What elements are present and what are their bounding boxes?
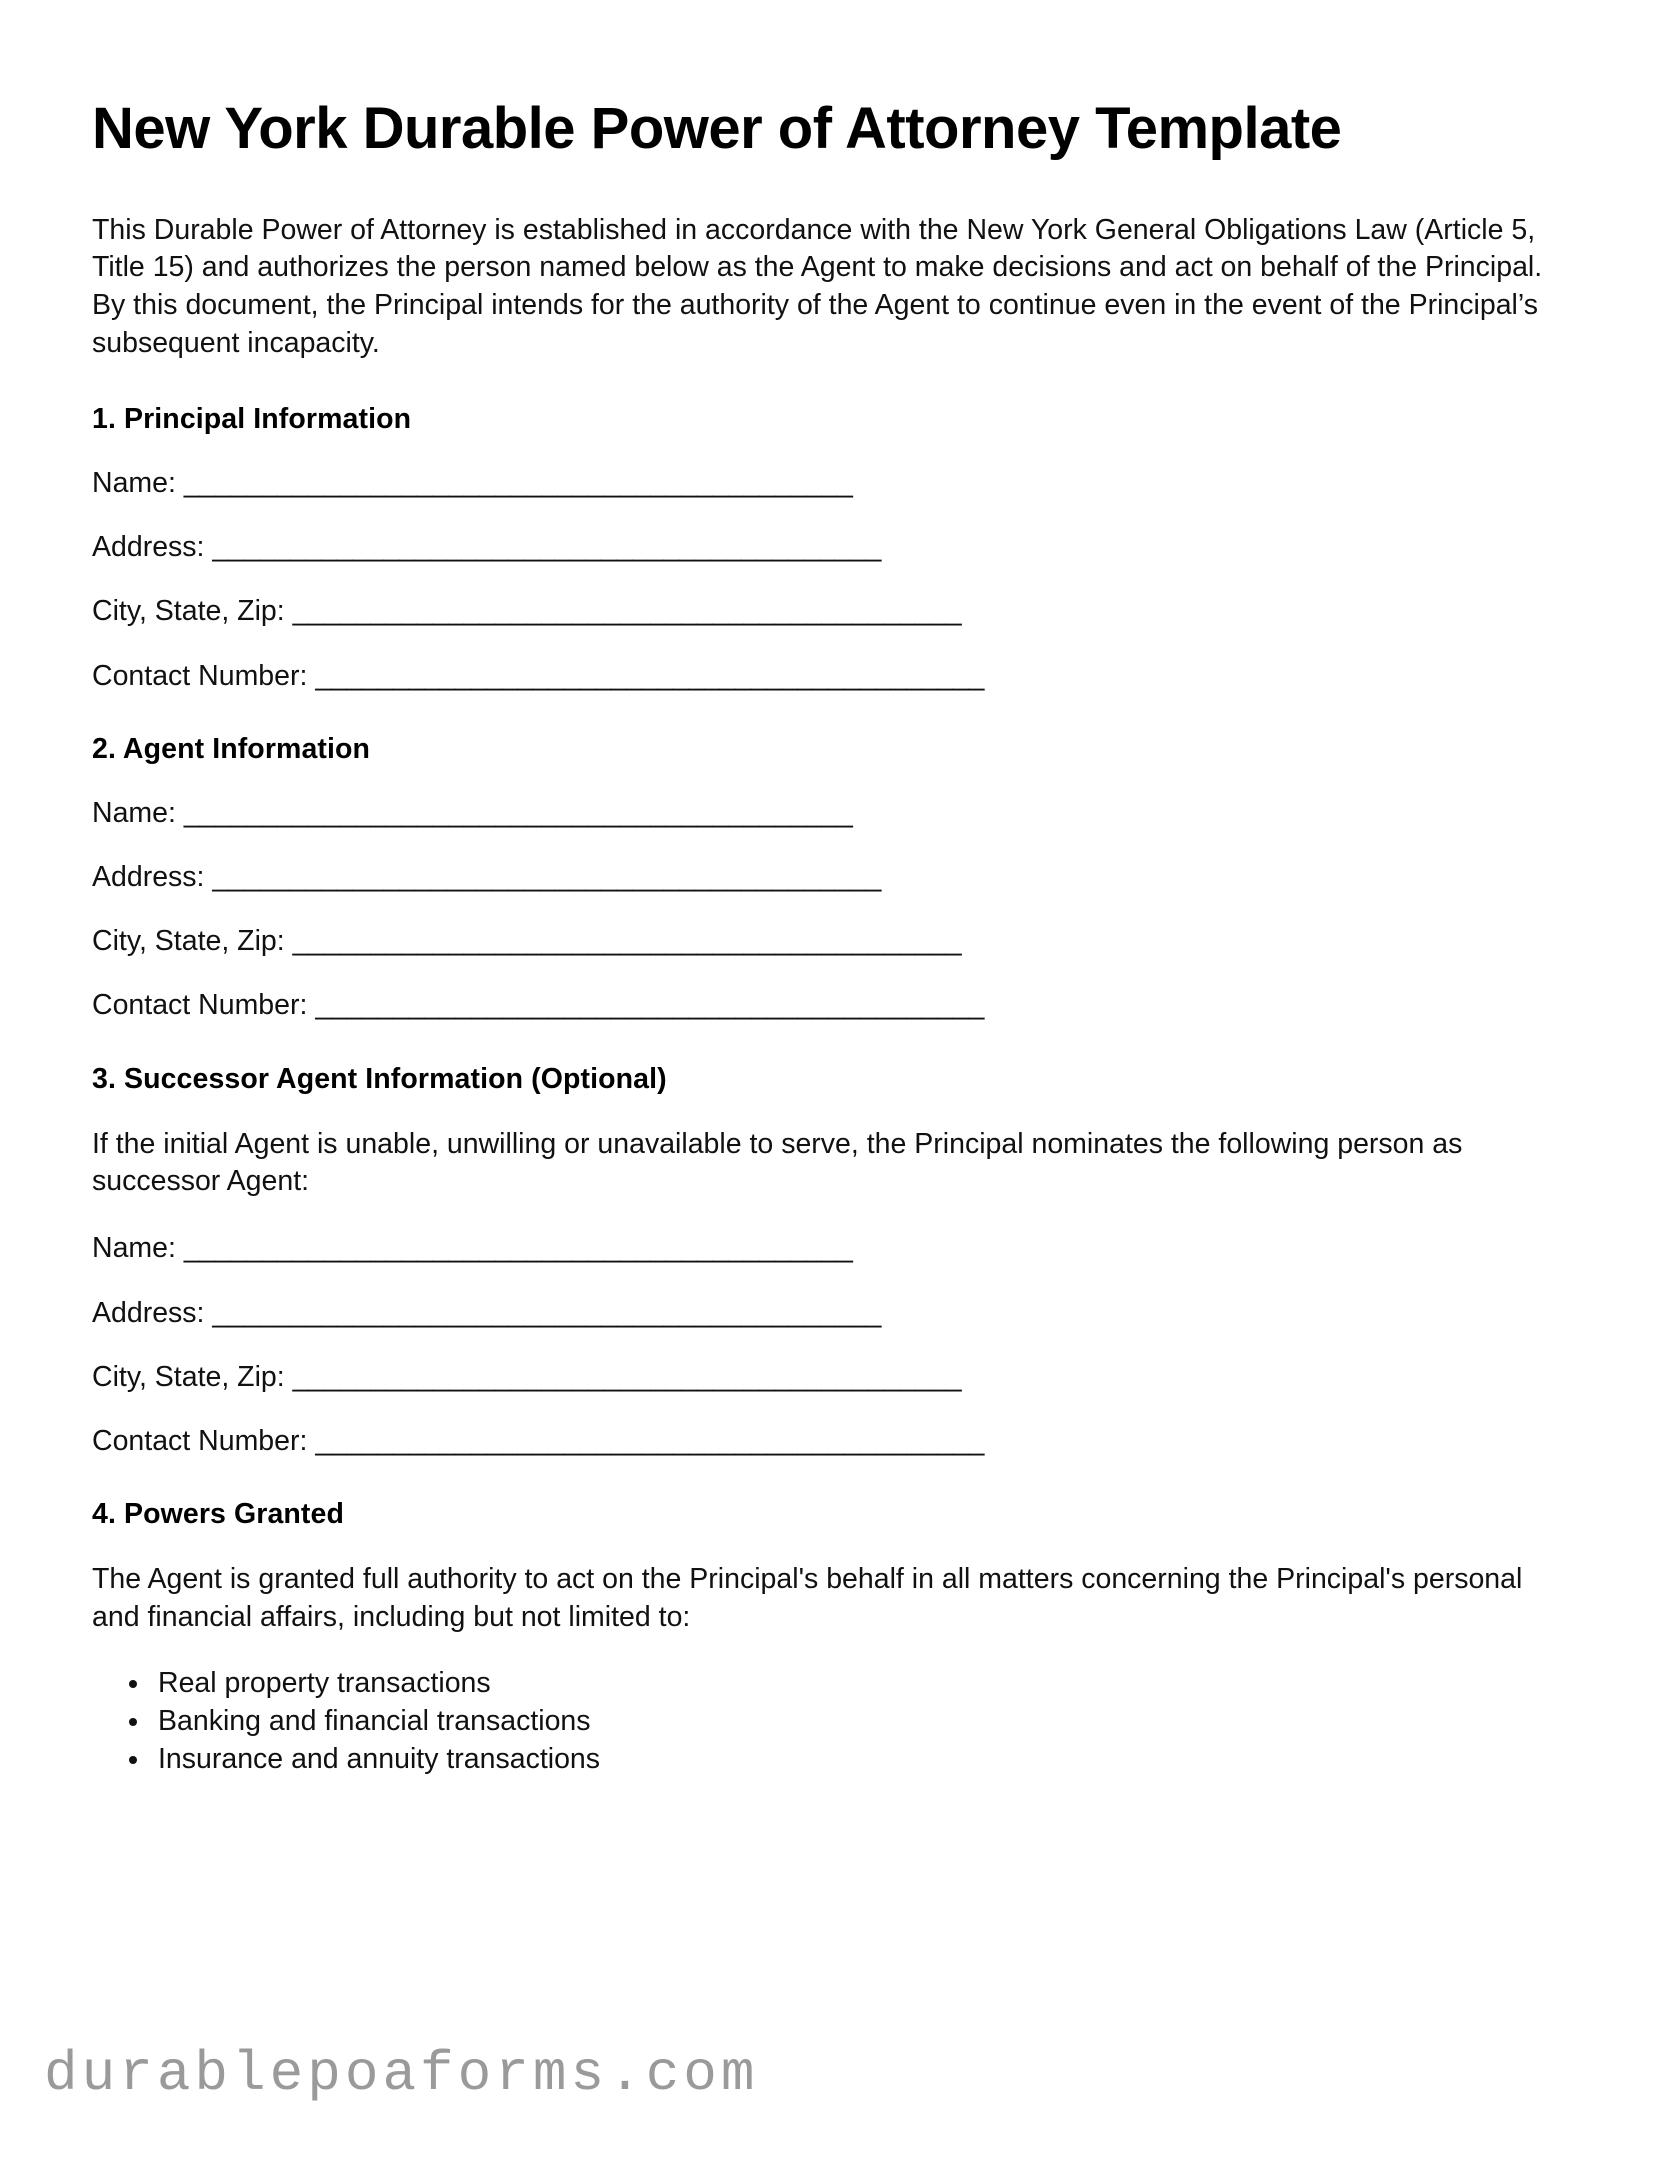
field-rule-agent-address[interactable]: ___________________________________________: [212, 861, 882, 894]
field-label-successor-address: Address:: [92, 1296, 205, 1329]
field-rule-successor-address[interactable]: ___________________________________________: [212, 1296, 882, 1329]
field-rule-agent-city-state-zip[interactable]: ___________________________________________: [292, 925, 962, 958]
list-item: • Insurance and annuity transactions: [152, 1741, 1560, 1779]
field-successor-address: [92, 1296, 1560, 1330]
field-agent-city-state-zip: [92, 924, 1560, 958]
field-label-successor-city-state-zip: City, State, Zip:: [92, 1360, 285, 1393]
field-rule-agent-contact-number[interactable]: ___________________________________________: [315, 989, 985, 1022]
field-label-agent-address: Address:: [92, 861, 205, 894]
field-label-principal-name: Name:: [92, 467, 176, 500]
intro-paragraph: This Durable Power of Attorney is established in accordance with the New York General Obligations Law (Article 5, Title 15) and authorizes the person named below as the Agent to make decisions and act on behalf of the Principal. By this document, the Principal intends for the authority of the Agent to continue even in the event of the Principal’s subsequent incapacity.: [92, 213, 1543, 360]
field-agent-name: [92, 796, 1560, 830]
field-principal-city-state-zip: [92, 594, 1560, 628]
powers-granted-list: [92, 1665, 1560, 1779]
field-label-principal-city-state-zip: City, State, Zip:: [92, 595, 285, 628]
field-successor-city-state-zip: [92, 1360, 1560, 1394]
field-rule-principal-contact-number[interactable]: ___________________________________________: [315, 659, 985, 692]
field-rule-principal-address[interactable]: ___________________________________________: [212, 531, 882, 564]
list-item: • Banking and financial transactions: [152, 1703, 1560, 1741]
successor-intro-paragraph: If the initial Agent is unable, unwilling or unavailable to serve, the Principal nominates the following person as successor Agent:: [92, 1127, 1463, 1198]
field-label-principal-contact-number: Contact Number:: [92, 659, 308, 692]
section-heading-principal-information: 1. Principal Information: [92, 403, 412, 436]
field-successor-contact-number: [92, 1424, 1560, 1458]
field-rule-agent-name[interactable]: ___________________________________________: [183, 796, 853, 829]
field-agent-contact-number: [92, 988, 1560, 1022]
document-content: [92, 96, 1560, 1779]
field-label-principal-address: Address:: [92, 531, 205, 564]
site-watermark: durablepoaforms.com: [44, 2042, 759, 2106]
field-rule-successor-contact-number[interactable]: ___________________________________________: [315, 1424, 985, 1457]
field-principal-contact-number: [92, 659, 1560, 693]
section-heading-successor-agent-information: 3. Successor Agent Information (Optional): [92, 1062, 667, 1095]
field-principal-name: [92, 466, 1560, 500]
section-heading-agent-information: 2. Agent Information: [92, 732, 371, 765]
field-successor-name: [92, 1231, 1560, 1265]
field-rule-principal-name[interactable]: ___________________________________________: [183, 467, 853, 500]
field-rule-successor-city-state-zip[interactable]: ___________________________________________: [292, 1360, 962, 1393]
field-rule-successor-name[interactable]: ___________________________________________: [183, 1232, 853, 1265]
field-label-agent-city-state-zip: City, State, Zip:: [92, 925, 285, 958]
field-label-agent-contact-number: Contact Number:: [92, 989, 308, 1022]
field-agent-address: [92, 860, 1560, 894]
field-label-successor-name: Name:: [92, 1232, 176, 1265]
field-label-successor-contact-number: Contact Number:: [92, 1424, 308, 1457]
field-label-agent-name: Name:: [92, 796, 176, 829]
field-principal-address: [92, 530, 1560, 564]
powers-intro-paragraph: The Agent is granted full authority to act on the Principal's behalf in all matters concerning the Principal's personal and financial affairs, including but not limited to:: [92, 1563, 1523, 1634]
list-item: • Real property transactions: [152, 1665, 1560, 1703]
page-title: New York Durable Power of Attorney Template: [92, 96, 1342, 161]
field-rule-principal-city-state-zip[interactable]: ___________________________________________: [292, 595, 962, 628]
section-heading-powers-granted: 4. Powers Granted: [92, 1498, 344, 1531]
